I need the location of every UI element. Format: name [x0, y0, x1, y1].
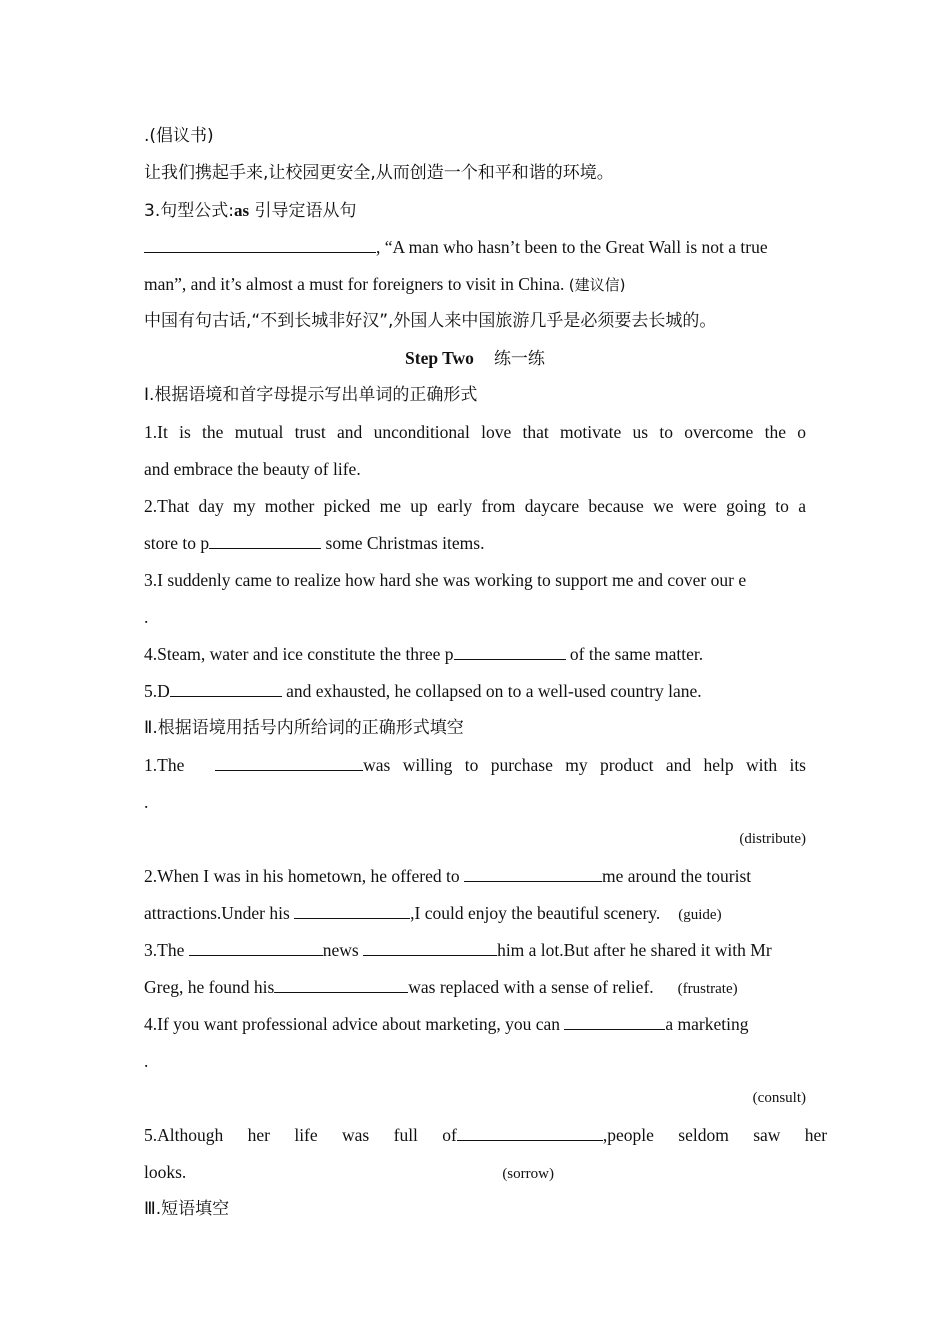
- text: Greg, he found his: [144, 977, 275, 997]
- step-heading: [144, 340, 806, 377]
- answer-blank[interactable]: [294, 896, 410, 919]
- word-hint: [144, 1080, 806, 1117]
- section-title: [144, 377, 806, 414]
- answer-blank[interactable]: [464, 859, 602, 882]
- text: ,I could enjoy the beautiful scenery.: [410, 903, 661, 923]
- text: Step Two: [405, 348, 474, 368]
- question-line: [144, 1117, 828, 1154]
- text: .: [144, 607, 149, 627]
- word-hint: (frustrate): [677, 981, 738, 997]
- question-line: [144, 525, 806, 562]
- section-title: [144, 1191, 806, 1228]
- text: Ⅲ.短语填空: [144, 1199, 230, 1219]
- text: , “A man who hasn’t been to the Great Wall is not a true: [376, 237, 768, 257]
- text: of the same matter.: [569, 644, 704, 664]
- text-line: [144, 118, 806, 155]
- answer-blank[interactable]: [170, 674, 282, 697]
- question-line: [144, 932, 806, 969]
- text-line: [144, 303, 806, 340]
- question-line: [144, 1006, 806, 1043]
- question-line: [144, 895, 806, 932]
- word-hint: (guide): [678, 907, 722, 923]
- question-line: [144, 1043, 806, 1080]
- formula-heading: [144, 192, 806, 229]
- text: man”, and it’s almost a must for foreigners to visit in China.: [144, 274, 565, 294]
- answer-blank[interactable]: [454, 637, 566, 660]
- text: a marketing: [665, 1014, 749, 1034]
- answer-blank[interactable]: [363, 933, 497, 956]
- answer-blank[interactable]: [564, 1007, 665, 1030]
- text: attractions.Under his: [144, 903, 295, 923]
- answer-blank[interactable]: [144, 230, 376, 253]
- question-line: [144, 636, 806, 673]
- answer-blank[interactable]: [209, 526, 321, 549]
- question-line: [144, 414, 806, 451]
- text: Ⅰ.根据语境和首字母提示写出单词的正确形式: [144, 385, 478, 405]
- text: and embrace the beauty of life.: [144, 459, 361, 479]
- text: ,people seldom saw her: [602, 1125, 828, 1145]
- answer-blank[interactable]: [274, 970, 408, 993]
- text: 4.Steam, water and ice constitute the three p: [144, 644, 454, 664]
- text: 2.When I was in his hometown, he offered to: [144, 866, 464, 886]
- text: me around the tourist: [601, 866, 752, 886]
- text: 让我们携起手来,让校园更安全,从而创造一个和平和谐的环境。: [144, 163, 614, 183]
- text-type-hint: (建议信): [568, 276, 626, 294]
- text: 4.If you want professional advice about marketing, you can: [144, 1014, 565, 1034]
- answer-blank[interactable]: [215, 748, 363, 771]
- question-line: [144, 599, 806, 636]
- text: 1.The: [144, 755, 185, 775]
- text: was willing to purchase my product and help with its: [363, 755, 806, 775]
- text: some Christmas items.: [325, 533, 485, 553]
- text: as: [233, 201, 250, 220]
- text: store to p: [144, 533, 210, 553]
- question-line: [144, 451, 806, 488]
- text: (distribute): [739, 831, 806, 847]
- text: 3.句型公式:: [144, 201, 234, 221]
- document-page: [144, 118, 828, 1228]
- question-line: [144, 1154, 806, 1191]
- text: news: [322, 940, 364, 960]
- text: 引导定语从句: [249, 201, 357, 221]
- text: (consult): [752, 1090, 806, 1106]
- question-line: [144, 858, 806, 895]
- text: 5.Although her life was full of: [144, 1125, 457, 1145]
- text: .: [144, 792, 149, 812]
- text: looks.: [144, 1162, 187, 1182]
- question-line: [144, 562, 806, 599]
- question-line: [144, 488, 806, 525]
- question-line: [144, 784, 806, 821]
- section-title: [144, 710, 806, 747]
- answer-blank[interactable]: [189, 933, 323, 956]
- text: 2.That day my mother picked me up early from daycare because we were going to a: [144, 496, 806, 516]
- question-line: [144, 747, 806, 784]
- text: was replaced with a sense of relief.: [408, 977, 654, 997]
- text: and exhausted, he collapsed on to a well-used country lane.: [286, 681, 702, 701]
- word-hint: (sorrow): [502, 1166, 554, 1182]
- text: Ⅱ.根据语境用括号内所给词的正确形式填空: [144, 718, 464, 738]
- text: 3.The: [144, 940, 189, 960]
- answer-blank[interactable]: [457, 1118, 603, 1141]
- text-line: [144, 229, 806, 266]
- text: 练一练: [493, 349, 545, 369]
- question-line: [144, 969, 806, 1006]
- question-line: [144, 673, 806, 710]
- text-line: [144, 266, 806, 303]
- text-line: [144, 155, 806, 192]
- text: .: [144, 1051, 149, 1071]
- text: 5.D: [144, 681, 170, 701]
- text: 中国有句古话,“不到长城非好汉”,外国人来中国旅游几乎是必须要去长城的。: [144, 311, 717, 331]
- text: him a lot.But after he shared it with Mr: [497, 940, 772, 960]
- word-hint: [144, 821, 806, 858]
- text: 1.It is the mutual trust and unconditional love that motivate us to overcome the o: [144, 422, 806, 442]
- text: 3.I suddenly came to realize how hard she was working to support me and cover our e: [144, 570, 747, 590]
- text: .(倡议书): [144, 126, 214, 146]
